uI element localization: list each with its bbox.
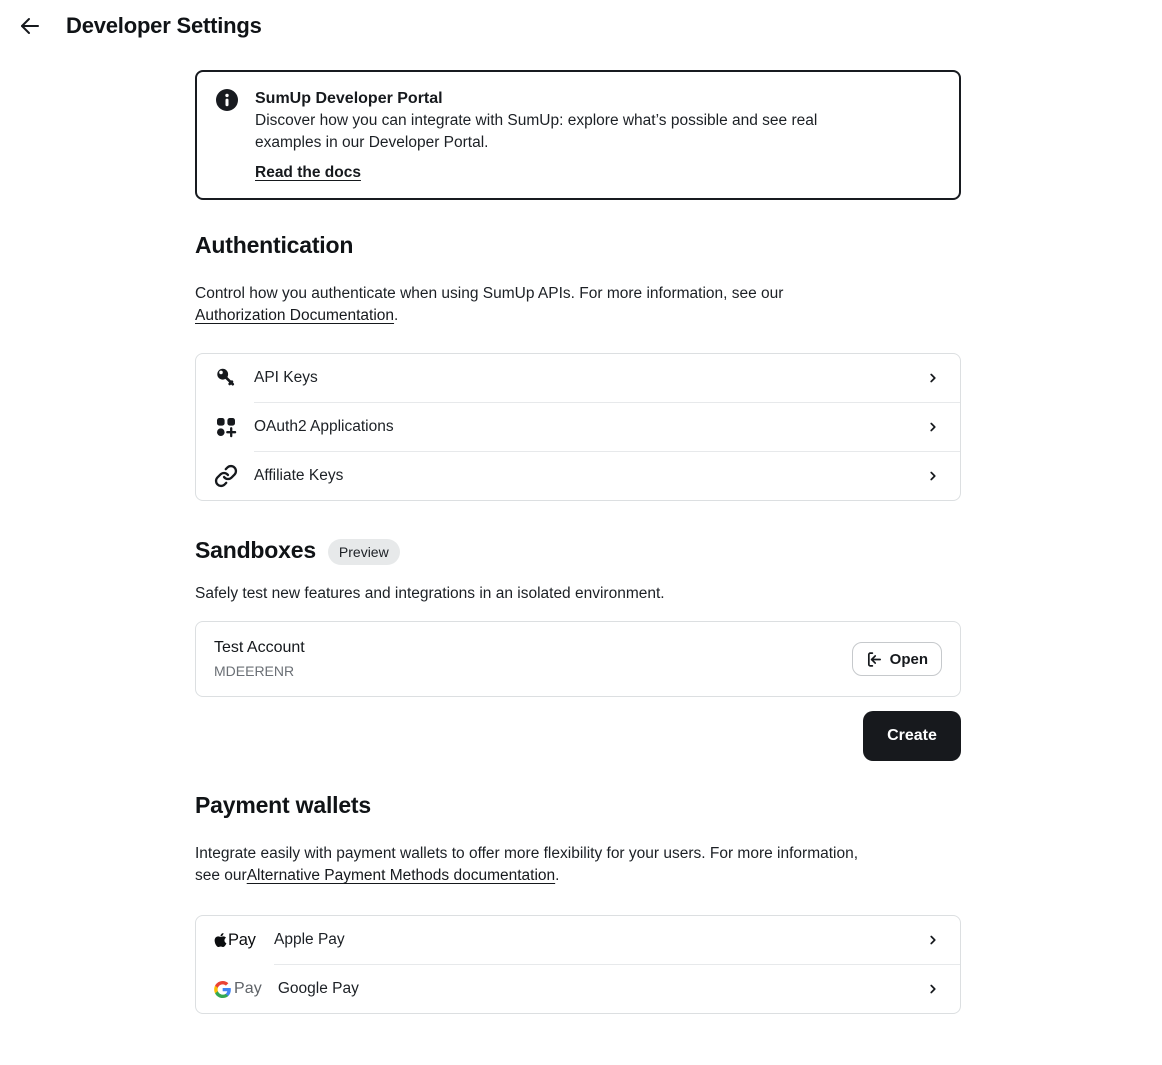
chevron-right-icon <box>926 468 940 484</box>
google-pay-logo <box>214 977 262 1001</box>
arrow-left-icon <box>18 14 42 38</box>
chevron-right-icon <box>926 981 940 997</box>
list-item-label: Apple Pay <box>274 931 345 948</box>
account-id: MDEERENR <box>214 663 295 679</box>
chevron-right-icon <box>926 932 940 948</box>
list-item-google-pay[interactable] <box>196 965 960 1013</box>
main-content <box>195 70 961 1014</box>
list-item-affiliate-keys[interactable] <box>196 452 960 500</box>
apple-pay-logo-text: Pay <box>228 930 256 949</box>
create-button[interactable]: Create <box>863 711 961 761</box>
preview-badge: Preview <box>328 539 400 565</box>
authentication-description-period: . <box>394 307 399 324</box>
developer-portal-notice <box>195 70 961 200</box>
payment-wallets-heading: Payment wallets <box>195 792 371 818</box>
list-item-label: API Keys <box>254 369 318 386</box>
list-item-oauth2-applications[interactable] <box>196 403 960 451</box>
google-pay-logo-text: Pay <box>234 980 262 997</box>
key-icon <box>214 366 238 390</box>
test-account-card <box>195 621 961 697</box>
page-title: Developer Settings <box>66 13 262 38</box>
google-g-icon <box>214 981 231 998</box>
open-button[interactable] <box>852 642 942 676</box>
apps-add-icon <box>214 415 238 439</box>
payment-wallets-description <box>195 843 875 887</box>
sandboxes-description: Safely test new features and integrations in an isolated environment. <box>195 585 665 602</box>
authentication-description <box>195 283 875 327</box>
payment-wallets-card <box>195 915 961 1014</box>
list-item-label: Affiliate Keys <box>254 467 344 484</box>
chevron-right-icon <box>926 370 940 386</box>
back-button[interactable] <box>18 14 42 38</box>
alternative-payment-methods-link[interactable]: Alternative Payment Methods documentation <box>246 867 556 884</box>
payment-wallets-description-period: . <box>555 867 560 884</box>
open-button-label: Open <box>889 650 928 668</box>
page-header <box>0 0 1162 38</box>
read-the-docs-link[interactable]: Read the docs <box>255 164 361 181</box>
info-icon <box>215 88 239 112</box>
sandboxes-heading-row <box>195 535 961 565</box>
payment-wallets-description-text: Integrate easily with payment wallets to offer more flexibility for your users. For more information, see our <box>195 845 859 884</box>
list-item-label: OAuth2 Applications <box>254 418 394 435</box>
authentication-heading: Authentication <box>195 232 354 258</box>
list-item-label: Google Pay <box>277 980 359 997</box>
list-item-api-keys[interactable] <box>196 354 960 402</box>
list-item-apple-pay[interactable] <box>196 916 960 964</box>
notice-content <box>255 88 875 182</box>
account-name: Test Account <box>214 639 305 656</box>
chevron-right-icon <box>926 419 940 435</box>
apple-icon <box>214 932 227 948</box>
sandboxes-heading: Sandboxes <box>195 536 316 563</box>
account-info <box>214 637 305 681</box>
notice-title: SumUp Developer Portal <box>255 90 443 107</box>
authorization-documentation-link[interactable]: Authorization Documentation <box>195 307 395 324</box>
apple-pay-logo <box>214 928 258 952</box>
link-icon <box>214 464 238 488</box>
authentication-description-text: Control how you authenticate when using SumUp APIs. For more information, see our <box>195 285 784 302</box>
authentication-card <box>195 353 961 501</box>
log-in-icon <box>866 651 883 668</box>
notice-body: Discover how you can integrate with SumUp: explore what’s possible and see real examples in our Developer Portal. <box>255 112 818 151</box>
